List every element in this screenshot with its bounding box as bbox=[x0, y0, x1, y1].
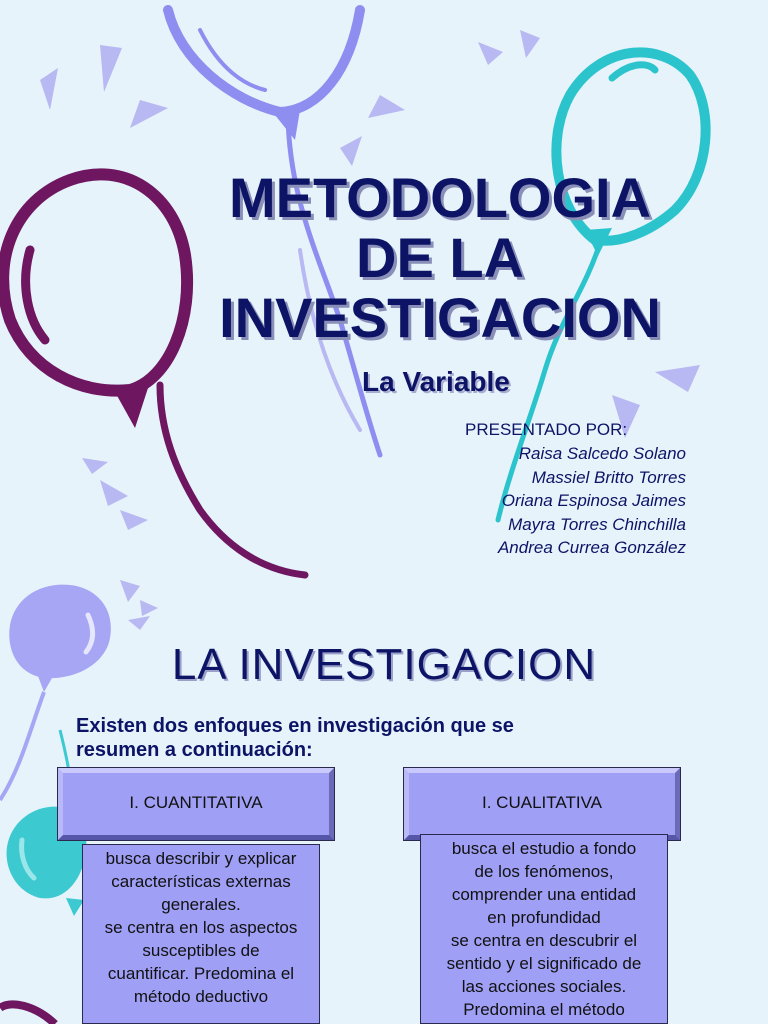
qualitative-description-box bbox=[420, 834, 668, 1024]
description-line: cuantificar. Predomina el bbox=[107, 964, 295, 983]
description-line: se centra en los aspectos bbox=[104, 918, 298, 937]
qualitative-heading-box bbox=[404, 768, 680, 840]
qualitative-label: I. CUALITATIVA bbox=[482, 793, 602, 812]
quantitative-label: I. CUANTITATIVA bbox=[129, 793, 263, 812]
title-line-1: METODOLOGIA bbox=[228, 166, 652, 229]
title-line-3: INVESTIGACION bbox=[219, 286, 661, 349]
presenter-name: Oriana Espinosa Jaimes bbox=[501, 491, 686, 510]
description-line: Predomina el método bbox=[463, 1000, 625, 1019]
quantitative-heading-box bbox=[58, 768, 334, 840]
description-line: en profundidad bbox=[487, 908, 601, 927]
section-title: LA INVESTIGACION bbox=[171, 640, 597, 689]
presenter-list bbox=[498, 442, 686, 560]
presenter-name: Mayra Torres Chinchilla bbox=[508, 514, 686, 534]
description-line: sentido y el significado de bbox=[446, 954, 642, 973]
intro-text bbox=[76, 714, 676, 762]
quantitative-description-box bbox=[82, 844, 320, 1024]
intro-line: resumen a continuación: bbox=[76, 739, 313, 761]
description-line: características externas bbox=[111, 872, 291, 891]
description-line: comprender una entidad bbox=[451, 885, 637, 904]
subtitle: La Variable bbox=[362, 366, 510, 397]
presenter-name: Andrea Currea González bbox=[497, 538, 686, 557]
intro-line: Existen dos enfoques en investigación que se bbox=[76, 715, 514, 737]
slide-2 bbox=[0, 580, 768, 1024]
description-line: susceptibles de bbox=[142, 941, 260, 960]
presenter-name: Raisa Salcedo Solano bbox=[518, 444, 686, 463]
description-line: se centra en descubrir el bbox=[450, 931, 638, 950]
description-line: busca describir y explicar bbox=[105, 849, 297, 868]
description-line: generales. bbox=[161, 895, 241, 914]
title-line-2: DE LA bbox=[356, 226, 524, 289]
description-line: de los fenómenos, bbox=[474, 862, 614, 881]
description-line: busca el estudio a fondo bbox=[451, 839, 637, 858]
presenter-label: PRESENTADO POR: bbox=[465, 420, 628, 439]
presenter-name: Massiel Britto Torres bbox=[531, 467, 686, 487]
description-line: las acciones sociales. bbox=[461, 977, 627, 996]
description-line: método deductivo bbox=[133, 987, 269, 1006]
